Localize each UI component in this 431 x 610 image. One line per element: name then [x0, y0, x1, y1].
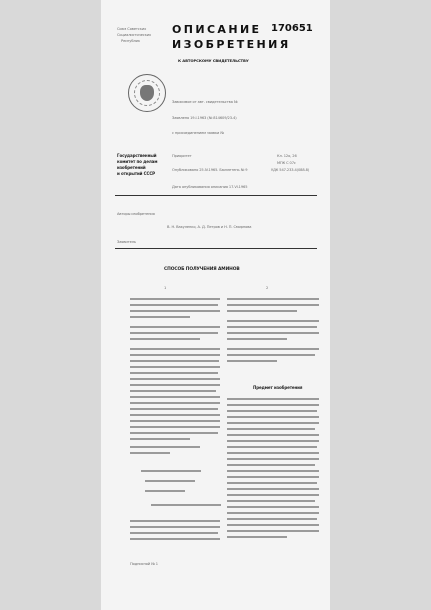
meta-row: Заявлено 19.I.1963 (№ 814609/23-4): [172, 116, 237, 120]
org-line-3: Республик: [121, 39, 140, 43]
authors-rule: [115, 248, 317, 249]
publication-line: Опубликовано 25.IV.1965. Бюллетень № 9: [172, 168, 248, 172]
footer-note: Подписной № 1: [130, 562, 158, 566]
committee-line: изобретений: [117, 165, 146, 170]
org-line-1: Союз Советских: [117, 27, 147, 31]
subsection-title: Предмет изобретения: [253, 385, 303, 390]
class-code: УДК 547.233.4(088.8): [271, 168, 310, 172]
column-number-2: 2: [266, 286, 269, 290]
state-emblem-icon: [128, 74, 166, 112]
column-number-1: 1: [164, 286, 167, 290]
section-title: СПОСОБ ПОЛУЧЕНИЯ АМИНОВ: [164, 267, 240, 272]
committee-line: и открытий СССР: [117, 171, 156, 176]
org-line-2: Социалистических: [117, 33, 152, 37]
committee-line: комитет по делам: [117, 159, 158, 164]
document-page: [101, 0, 330, 610]
applicant-label: Заявитель: [117, 240, 136, 244]
authors-label: Авторы изобретения: [117, 212, 155, 216]
document-title-line1: ОПИСАНИЕ: [172, 23, 262, 36]
class-code: МПК C 07c: [277, 161, 296, 165]
authors-names: В. Н. Вакуленко, А. Д. Петров и Н. П. Смирнова: [167, 225, 252, 229]
header-rule: [115, 195, 317, 196]
committee-line: Государственный: [117, 153, 157, 158]
meta-row: с присоединением заявки №: [172, 131, 224, 135]
meta-row: Зависимое от авт. свидетельства №: [172, 100, 238, 104]
description-date-line: Дата опубликования описания 17.VI.1965: [172, 185, 248, 189]
patent-number: 170651: [271, 23, 313, 34]
meta-row: Приоритет: [172, 154, 192, 158]
document-title-line2: ИЗОБРЕТЕНИЯ: [172, 38, 291, 51]
document-subtitle: К АВТОРСКОМУ СВИДЕТЕЛЬСТВУ: [178, 58, 249, 63]
class-code: Кл. 12о, 26: [277, 154, 297, 158]
